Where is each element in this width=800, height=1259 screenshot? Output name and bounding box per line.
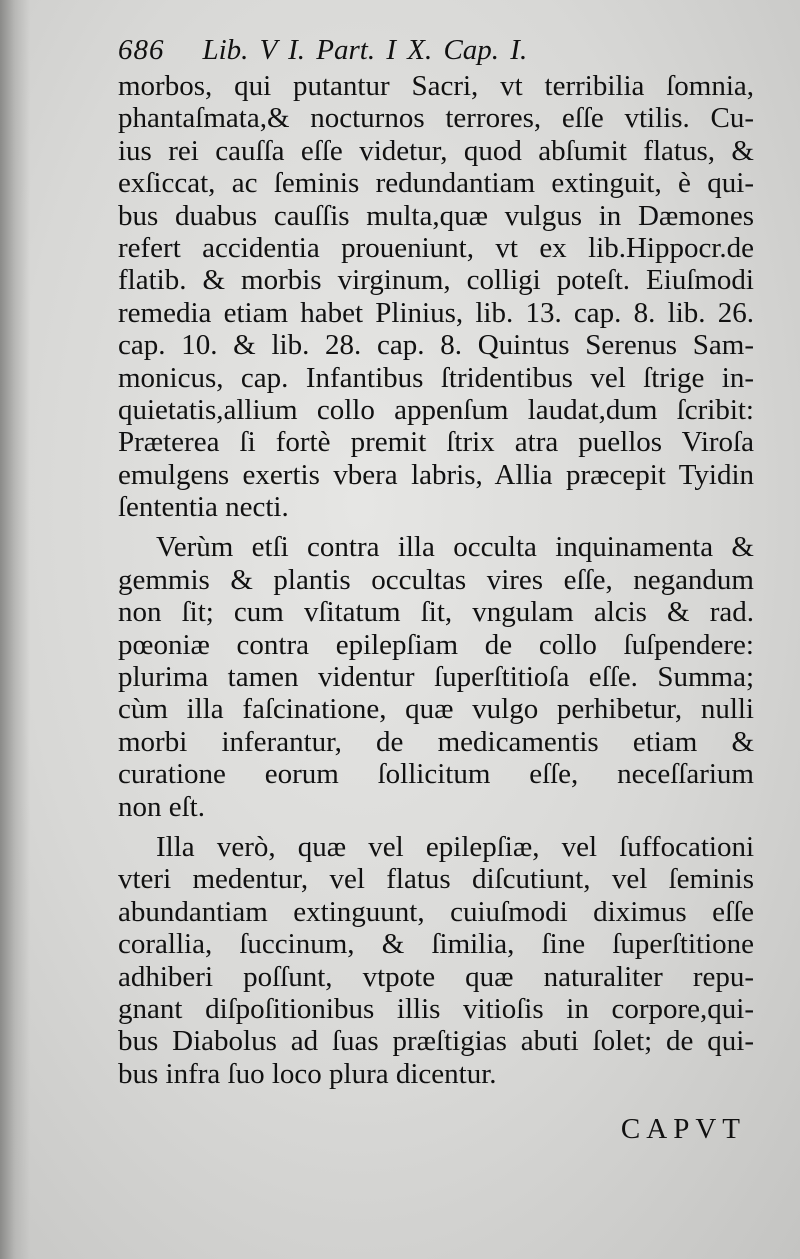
text-line: bus Diabolus ad ſuas præſtigias abuti ſolet; de qui-	[118, 1025, 754, 1058]
paragraph-gap	[118, 823, 754, 831]
text-line: gemmis & plantis occultas vires eſſe, negandum	[118, 563, 754, 596]
text-line: corallia, ſuccinum, & ſimilia, ſine ſuperſtitione	[118, 928, 754, 961]
text-line: cap. 10. & lib. 28. cap. 8. Quintus Serenus Sam-	[118, 329, 754, 362]
paragraph-gap	[118, 523, 754, 531]
text-line: Verùm etſi contra illa occulta inquinamenta &	[156, 531, 754, 564]
text-line: monicus, cap. Infantibus ſtridentibus vel ſtrige in-	[118, 361, 754, 394]
text-line: flatib. & morbis virginum, colligi poteſt. Eiuſmodi	[118, 264, 754, 297]
text-line: refert accidentia proueniunt, vt ex lib.Hippocr.de	[118, 231, 754, 264]
paragraph	[118, 831, 754, 1090]
text-line: adhiberi poſſunt, vtpote quæ naturaliter repu-	[118, 960, 754, 993]
text-line: bus infra ſuo loco plura dicentur.	[118, 1057, 497, 1090]
text-line: non eſt.	[118, 790, 205, 823]
text-line: Illa verò, quæ vel epilepſiæ, vel ſuffocationi	[156, 830, 754, 863]
text-line: abundantiam extinguunt, cuiuſmodi diximus eſſe	[118, 895, 754, 928]
paragraph	[118, 70, 754, 523]
text-line: cùm illa faſcinatione, quæ vulgo perhibetur, nulli	[118, 693, 754, 726]
text-line: pœoniæ contra epilepſiam de collo ſuſpendere:	[118, 628, 754, 661]
text-line: remedia etiam habet Plinius, lib. 13. cap. 8. lib. 26.	[118, 296, 754, 329]
text-line: quietatis,allium collo appenſum laudat,dum ſcribit:	[118, 393, 754, 426]
text-line: Præterea ſi fortè premit ſtrix atra puellos Viroſa	[118, 426, 754, 459]
page-number: 686	[118, 34, 165, 66]
text-line: bus duabus cauſſis multa,quæ vulgus in Dæmones	[118, 199, 754, 232]
text-line: morbi inferantur, de medicamentis etiam &	[118, 725, 754, 758]
running-header	[118, 34, 754, 70]
text-line: gnant diſpoſitionibus illis vitioſis in corpore,qui-	[118, 992, 754, 1025]
text-line: morbos, qui putantur Sacri, vt terribilia ſomnia,	[118, 70, 754, 102]
text-line: curatione eorum ſollicitum eſſe, neceſſarium	[118, 758, 754, 791]
text-block	[118, 34, 754, 1090]
text-line: exſiccat, ac ſeminis redundantiam extinguit, è qui-	[118, 167, 754, 200]
body-text	[118, 70, 754, 1090]
text-line: plurima tamen videntur ſuperſtitioſa eſſe. Summa;	[118, 661, 754, 694]
text-line: emulgens exertis vbera labris, Allia præcepit Tyidin	[118, 458, 754, 491]
running-title: Lib. V I. Part. I X. Cap. I.	[202, 34, 528, 66]
text-line: non ſit; cum vſitatum ſit, vngulam alcis & rad.	[118, 596, 754, 629]
catchword: CAPVT	[620, 1113, 746, 1145]
page-gutter-shadow	[0, 0, 30, 1259]
text-line: phantaſmata,& nocturnos terrores, eſſe vtilis. Cu-	[118, 102, 754, 135]
text-line: ius rei cauſſa eſſe videtur, quod abſumit flatus, &	[118, 134, 754, 167]
text-line: ſententia necti.	[118, 491, 289, 524]
text-line: vteri medentur, vel flatus diſcutiunt, vel ſeminis	[118, 863, 754, 896]
paragraph	[118, 531, 754, 823]
